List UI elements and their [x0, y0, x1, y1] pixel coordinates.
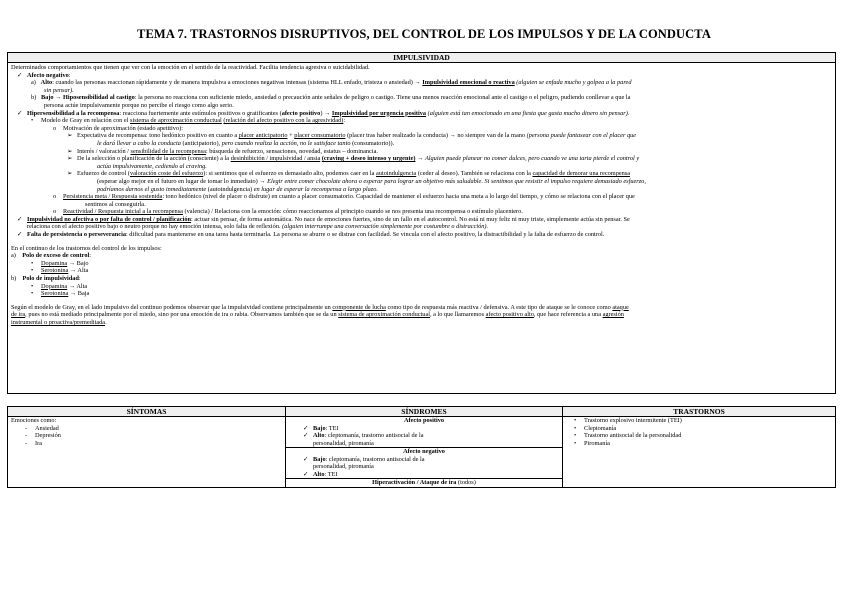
esfuerzo-cont2: podríamos darnos el gusto inmediatamente (autoindulgencia) en lugar de esperar la recompensa a largo plazo. — [97, 185, 378, 193]
esfuerzo-item: ➢ Esfuerzo de control (valoración coste del esfuerzo): si sentimos que el esfuerzo es demasiado alto, podemos caer en la autoindulgencia (ceder al deseo). También se relaciona con la capacidad de demorar una recompensa — [67, 170, 631, 178]
check-icon: ✓ — [17, 231, 23, 239]
bullet-icon: • — [574, 417, 577, 424]
afecto-pos-bajo: ✓ Bajo: TEI — [303, 424, 339, 432]
col-header-sintomas: SÍNTOMAS — [8, 407, 286, 417]
esfuerzo-cont: (esperar algo mejor en el futuro en lugar de tomar lo inmediato) → Elegir entre comer chocolate ahora o esperar para lograr un objetivo más saludable. Si sentimos que resistir el impulso requiere demasiado esfuerzo, — [97, 177, 646, 185]
impulsividad-header: IMPULSIVIDAD — [8, 53, 835, 63]
check-icon: ✓ — [17, 215, 23, 223]
final-paragraph-2: de ira, pues no está mediado principalmente por el miedo, sino por una emoción de ira o rabia. Observamos también que se da un sistema de aproximación conductual, a lo que llamaremos afecto positivo alto, que hace referencia a una agresión — [11, 311, 624, 319]
trastorno-item: • Cleptomanía — [574, 424, 617, 432]
expectativa-cont: le dará llevar a cabo la conducta (anticipatorio), pero cuando realiza la acción, no le satisface tanto (consumatorio)). — [97, 139, 395, 147]
exceso-control-item: a) Polo de exceso de control: — [11, 252, 91, 260]
check-icon: ✓ — [303, 455, 309, 463]
falta-persistencia-item: ✓ Falta de persistencia o perseverancia: dificultad para mantenerse en una tarea hasta terminarla. La persona se aburre o se distrae con facilidad. Se vincula con el afecto positivo, la distractibilidad y la falta de esfuerzo de control. — [17, 231, 605, 239]
intro-text: Determinados comportamientos que tienen que ver con la emoción en el sentido de la reactividad. Facilita tendencia agresiva o suicidabilidad. — [11, 64, 370, 71]
impulsividad-box — [7, 52, 836, 394]
sindromes-table — [7, 406, 836, 488]
afecto-neg-alto: ✓ Alto: TEI — [303, 470, 338, 478]
hiperactivacion-section: Hiperactivación / Ataque de ira (todos) — [372, 479, 476, 486]
bajo-text-cont: persona actúe impulsivamente porque no percibe el riesgo como algo serio. — [44, 101, 234, 109]
bajo-item: b) Bajo → Hiposensibilidad al castigo: la persona no reacciona con suficiente miedo, ansiedad o precaución ante señales de peligro o castigo. Tiene una menos reacción emocional ante el castigo o el peligro, pudiendo conllevar a que la — [31, 94, 631, 102]
check-icon: ✓ — [303, 424, 309, 432]
sindromes-cell — [286, 417, 563, 488]
trastorno-item: • Trastorno antisocial de la personalidad — [574, 432, 682, 439]
col-header-sindromes: SÍNDROMES — [286, 407, 563, 417]
impulsividad-pole-item: b) Polo de impulsividad: — [11, 275, 81, 283]
bullet-icon: • — [574, 424, 577, 432]
afecto-negativo-item: ✓ Afecto negativo: — [17, 71, 71, 79]
dash-icon: - — [25, 424, 28, 432]
bullet-icon: • — [31, 282, 34, 290]
impulsividad-no-afectiva-item: ✓ Impulsividad no afectiva o por falta de control / planificación: actuar sin pensar, de forma automática. No nace de emociones fuertes, sino de un fallo en el autocontrol. No está ni muy feliz ni muy triste, simplemente actúa sin pensar. Se — [17, 215, 630, 223]
impulsividad-no-afectiva-cont: relaciona con el afecto positivo bajo o neutro porque no hay emoción intensa, solo falta de reflexión. (alguien interrumpe una conversación simplemente por costumbre o distracción). — [27, 223, 489, 231]
afecto-pos-alto-cont: personalidad, piromanía — [313, 439, 374, 447]
check-icon: ✓ — [17, 71, 23, 79]
interes-item: ➢ Interés / valoración / sensibilidad de la recompensa: búsqueda de refuerzo, sensaciones, novedad, estatus – dominancia. — [67, 147, 378, 155]
serotonina-b: • Serotonina → Baja — [31, 290, 90, 298]
dopamina-b: • Dopamina → Alta — [31, 282, 88, 290]
seleccion-cont: actúa impulsivamente, cediendo al craving. — [97, 162, 207, 170]
trastorno-item: • Trastorno explosivo intermitente (TEI) — [574, 417, 682, 424]
seleccion-item: ➢ De la selección o planificación de la acción (consciente) a la desinhibición / impulsividad / ansia (craving + deseo intenso y urgente) → Alguien puede planear no comer dulces, pero cuando ve una tarta pierde el control y — [67, 155, 640, 163]
dash-icon: - — [25, 432, 28, 439]
circle-bullet-icon: o — [53, 124, 57, 132]
bullet-icon: • — [31, 290, 34, 298]
persistencia-item: o Persistencia meta / Respuesta sostenida: tono hedónico (nivel de placer o disfrute) en cuanto a placer consumatorio. Capacidad de mantener el esfuerzo hacia una meta a lo largo del tiempo, y cómo se relaciona con el placer que — [53, 193, 635, 201]
sintoma-item: - Ansiedad — [25, 424, 59, 432]
bullet-icon: • — [574, 439, 577, 447]
afecto-neg-bajo: ✓ Bajo: cleptomanía, trastorno antisocial de la — [303, 455, 425, 463]
check-icon: ✓ — [303, 470, 309, 478]
impulsividad-content — [8, 63, 835, 327]
arrow-bullet-icon: ➢ — [67, 132, 73, 140]
sintomas-cell — [8, 417, 286, 488]
persistencia-cont: sentimos al conseguirla. — [85, 200, 146, 208]
sintoma-item: - Ira — [25, 439, 42, 447]
dash-icon: - — [25, 439, 28, 447]
afecto-negativo-section: Afecto negativo ✓ Bajo: cleptomanía, trastorno antisocial de la personalidad, piromanía ✓ Alto: TEI — [286, 448, 562, 479]
gray-model-item: • Modelo de Gray en relación con el sistema de aproximación conductual (relación del afecto positivo con la agresividad): — [31, 117, 346, 125]
final-paragraph-3: instrumental o proactiva/premeditada. — [11, 319, 107, 326]
bullet-icon: • — [574, 432, 577, 439]
expectativa-item: ➢ Expectativa de recompensa: tono hedónico positivo en cuanto a placer anticipatorio + placer consumatorio (placer tras haber realizado la conducta) → no siempre van de la mano (persona puede fantasear con el placer que — [67, 132, 637, 140]
afecto-neg-bajo-cont: personalidad, piromanía — [313, 463, 374, 470]
arrow-bullet-icon: ➢ — [67, 155, 73, 163]
afecto-positivo-section: Afecto positivo ✓ Bajo: TEI ✓ Alto: cleptomanía, trastorno antisocial de la personalidad, piromanía — [286, 417, 562, 448]
sintomas-title: Emociones como: — [11, 417, 57, 424]
final-paragraph-1: Según el modelo de Gray, en el lado impulsivo del continuo podemos observar que la impulsividad contiene principalmente un componente de lucha como tipo de respuesta más reactiva / defensiva. A este tipo de ataque se le conoce como ataque — [11, 303, 629, 311]
arrow-bullet-icon: ➢ — [67, 147, 73, 155]
sintoma-item: - Depresión — [25, 432, 61, 439]
dopamina-a: • Dopamina → Bajo — [31, 259, 89, 267]
trastornos-cell — [563, 417, 836, 488]
alto-item: a) Alto: cuando las personas reaccionan rápidamente y de manera impulsiva a emociones negativas intensas (sistema HLL enfado, tristeza o ansiedad) → Impulsividad emocional o reactiva (alguien se enfada mucho y golpea a la pared — [31, 79, 632, 87]
continuo-intro: En el continuo de los trastornos del control de los impulsos: — [11, 244, 162, 252]
bullet-icon: • — [31, 259, 34, 267]
circle-bullet-icon: o — [53, 208, 57, 216]
trastorno-item: • Piromanía — [574, 439, 610, 447]
arrow-bullet-icon: ➢ — [67, 170, 73, 178]
hipersensibilidad-item: ✓ Hipersensibilidad a la recompensa: reacciona fuertemente ante estímulos positivos o gratificantes (afecto positivo) → Impulsividad por urgencia positiva (alguien está tan emocionado en una fiesta que gasta mucho dinero sin pensar). — [17, 109, 630, 117]
check-icon: ✓ — [17, 109, 23, 117]
bullet-icon: • — [31, 267, 34, 275]
circle-bullet-icon: o — [53, 193, 57, 201]
motivacion-item: o Motivación de aproximación (estado apetitivo): — [53, 124, 183, 132]
reactividad-item: o Reactividad / Respuesta inicial a la recompensa (valencia) / Relaciona con la emoción: cómo reaccionamos al principio cuando se nos presenta una recompensa o estímulo placentero. — [53, 208, 523, 216]
page-title: TEMA 7. TRASTORNOS DISRUPTIVOS, DEL CONTROL DE LOS IMPULSOS Y DE LA CONDUCTA — [137, 27, 711, 41]
bullet-icon: • — [31, 117, 34, 125]
check-icon: ✓ — [303, 432, 309, 439]
col-header-trastornos: TRASTORNOS — [563, 407, 836, 417]
alto-note-cont: sin pensar). — [44, 86, 74, 94]
serotonina-a: • Serotonina → Alta — [31, 267, 89, 275]
afecto-pos-alto: ✓ Alto: cleptomanía, trastorno antisocial de la — [303, 432, 424, 439]
